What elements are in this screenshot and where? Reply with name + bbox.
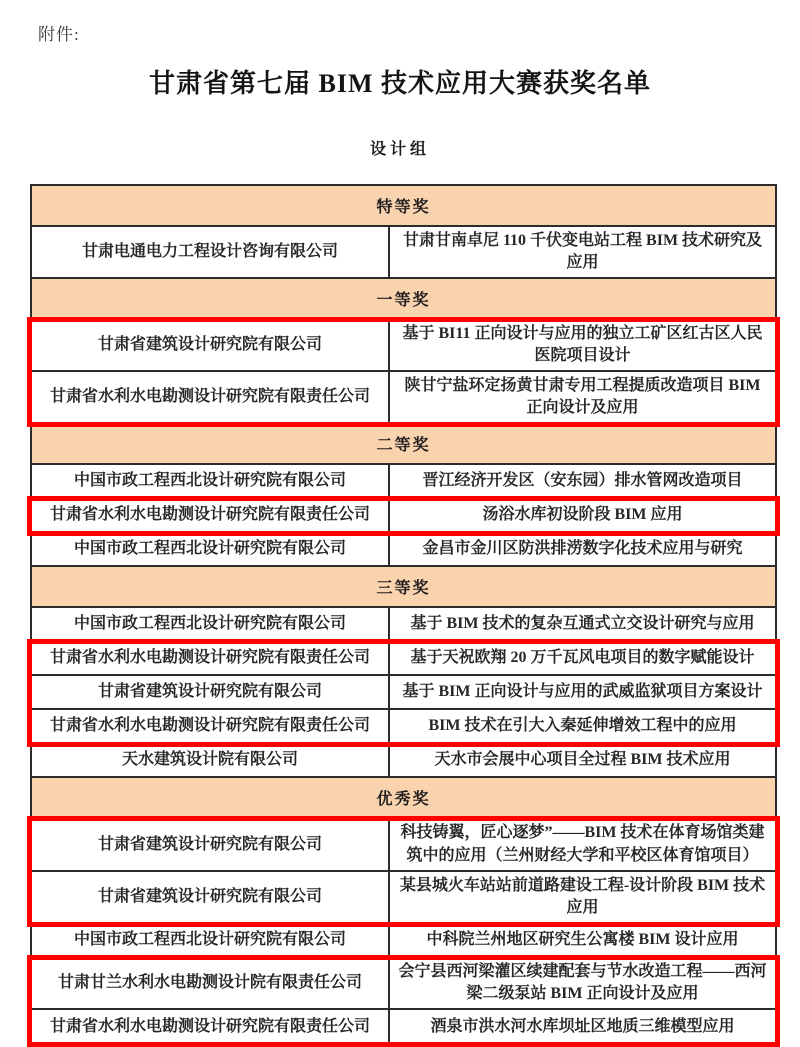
org-cell: 中国市政工程西北设计研究院有限公司 [32, 608, 390, 640]
table-row [32, 642, 775, 676]
project-cell: BIM 技术在引大入秦延伸增效工程中的应用 [428, 717, 737, 735]
org-cell: 甘肃省水利水电勘测设计研究院有限责任公司 [32, 710, 390, 742]
table-row [32, 744, 775, 778]
project-cell: 汤浴水库初设阶段 BIM 应用 [482, 506, 683, 524]
org-cell: 中国市政工程西北设计研究院有限公司 [32, 465, 390, 497]
org-cell: 甘肃省建筑设计研究院有限公司 [32, 872, 390, 922]
highlight-box-5 [32, 958, 775, 1044]
org-cell: 甘肃省水利水电勘测设计研究院有限责任公司 [32, 642, 390, 674]
project-cell: 基于 BIM 正向设计与应用的武威监狱项目方案设计 [402, 683, 763, 701]
org-cell: 甘肃省建筑设计研究院有限公司 [32, 819, 390, 869]
attachment-label: 附件: [38, 25, 80, 44]
table-row [32, 958, 775, 1010]
table-row [32, 819, 775, 871]
table-row [32, 676, 775, 710]
project-cell: 甘肃甘南卓尼 110 千伏变电站工程 BIM 技术研究及应用 [402, 232, 763, 272]
project-cell: 基于 BIM 技术的复杂互通式立交设计研究与应用 [410, 615, 755, 633]
award-header-special: 特等奖 [32, 186, 775, 227]
table-row [32, 924, 775, 958]
highlight-box-4 [32, 819, 775, 923]
project-cell: 酒泉市洪水河水库坝址区地质三维模型应用 [430, 1017, 735, 1035]
project-cell: 天水市会展中心项目全过程 BIM 技术应用 [434, 751, 731, 769]
org-cell: 中国市政工程西北设计研究院有限公司 [32, 533, 390, 565]
table-row [32, 533, 775, 567]
group-title: 设计组 [369, 141, 430, 158]
org-cell: 甘肃省建筑设计研究院有限公司 [32, 320, 390, 370]
table-row [32, 1010, 775, 1044]
project-cell: 某县城火车站站前道路建设工程-设计阶段 BIM 技术应用 [399, 876, 766, 916]
table-row [32, 227, 775, 279]
table-row [32, 320, 775, 372]
table-row [32, 499, 775, 533]
org-cell: 甘肃省水利水电勘测设计研究院有限责任公司 [32, 372, 390, 422]
project-cell: 会宁县西河梁灌区续建配套与节水改造工程——西河梁二级泵站 BIM 正向设计及应用 [398, 962, 767, 1002]
award-table [30, 184, 777, 1046]
org-cell: 甘肃甘兰水利水电勘测设计院有限责任公司 [32, 958, 390, 1008]
project-cell: 陕甘宁盐环定扬黄甘肃专用工程提质改造项目 BIM 正向设计及应用 [404, 377, 761, 417]
table-row [32, 872, 775, 924]
org-cell: 甘肃省建筑设计研究院有限公司 [32, 676, 390, 708]
table-row [32, 372, 775, 424]
table-row [32, 608, 775, 642]
table-row [32, 710, 775, 744]
page-title: 甘肃省第七届 BIM 技术应用大赛获奖名单 [148, 69, 651, 98]
org-cell: 中国市政工程西北设计研究院有限公司 [32, 924, 390, 956]
project-cell: 中科院兰州地区研究生公寓楼 BIM 设计应用 [426, 930, 739, 948]
award-header-third: 三等奖 [32, 567, 775, 608]
award-header-second: 二等奖 [32, 424, 775, 465]
org-cell: 甘肃省水利水电勘测设计研究院有限责任公司 [32, 499, 390, 531]
award-header-first: 一等奖 [32, 279, 775, 320]
project-cell: 基于天祝欧翔 20 万千瓦风电项目的数字赋能设计 [410, 649, 755, 667]
org-cell: 天水建筑设计院有限公司 [32, 744, 390, 776]
project-cell: 金昌市金川区防洪排涝数字化技术应用与研究 [422, 540, 743, 558]
org-cell: 甘肃电通电力工程设计咨询有限公司 [32, 227, 390, 277]
org-cell: 甘肃省水利水电勘测设计研究院有限责任公司 [32, 1010, 390, 1044]
project-cell: 科技铸翼，匠心逐梦”——BIM 技术在体育场馆类建筑中的应用（兰州财经大学和平校区体育馆项目） [400, 824, 765, 864]
project-cell: 基于 BI11 正向设计与应用的独立工矿区红古区人民医院项目设计 [402, 325, 763, 365]
highlight-box-1 [32, 320, 775, 424]
project-cell: 晋江经济开发区（安东园）排水管网改造项目 [422, 472, 743, 490]
highlight-box-3 [32, 642, 775, 744]
award-header-excellence: 优秀奖 [32, 778, 775, 819]
table-row [32, 465, 775, 499]
highlight-box-2 [32, 499, 775, 533]
